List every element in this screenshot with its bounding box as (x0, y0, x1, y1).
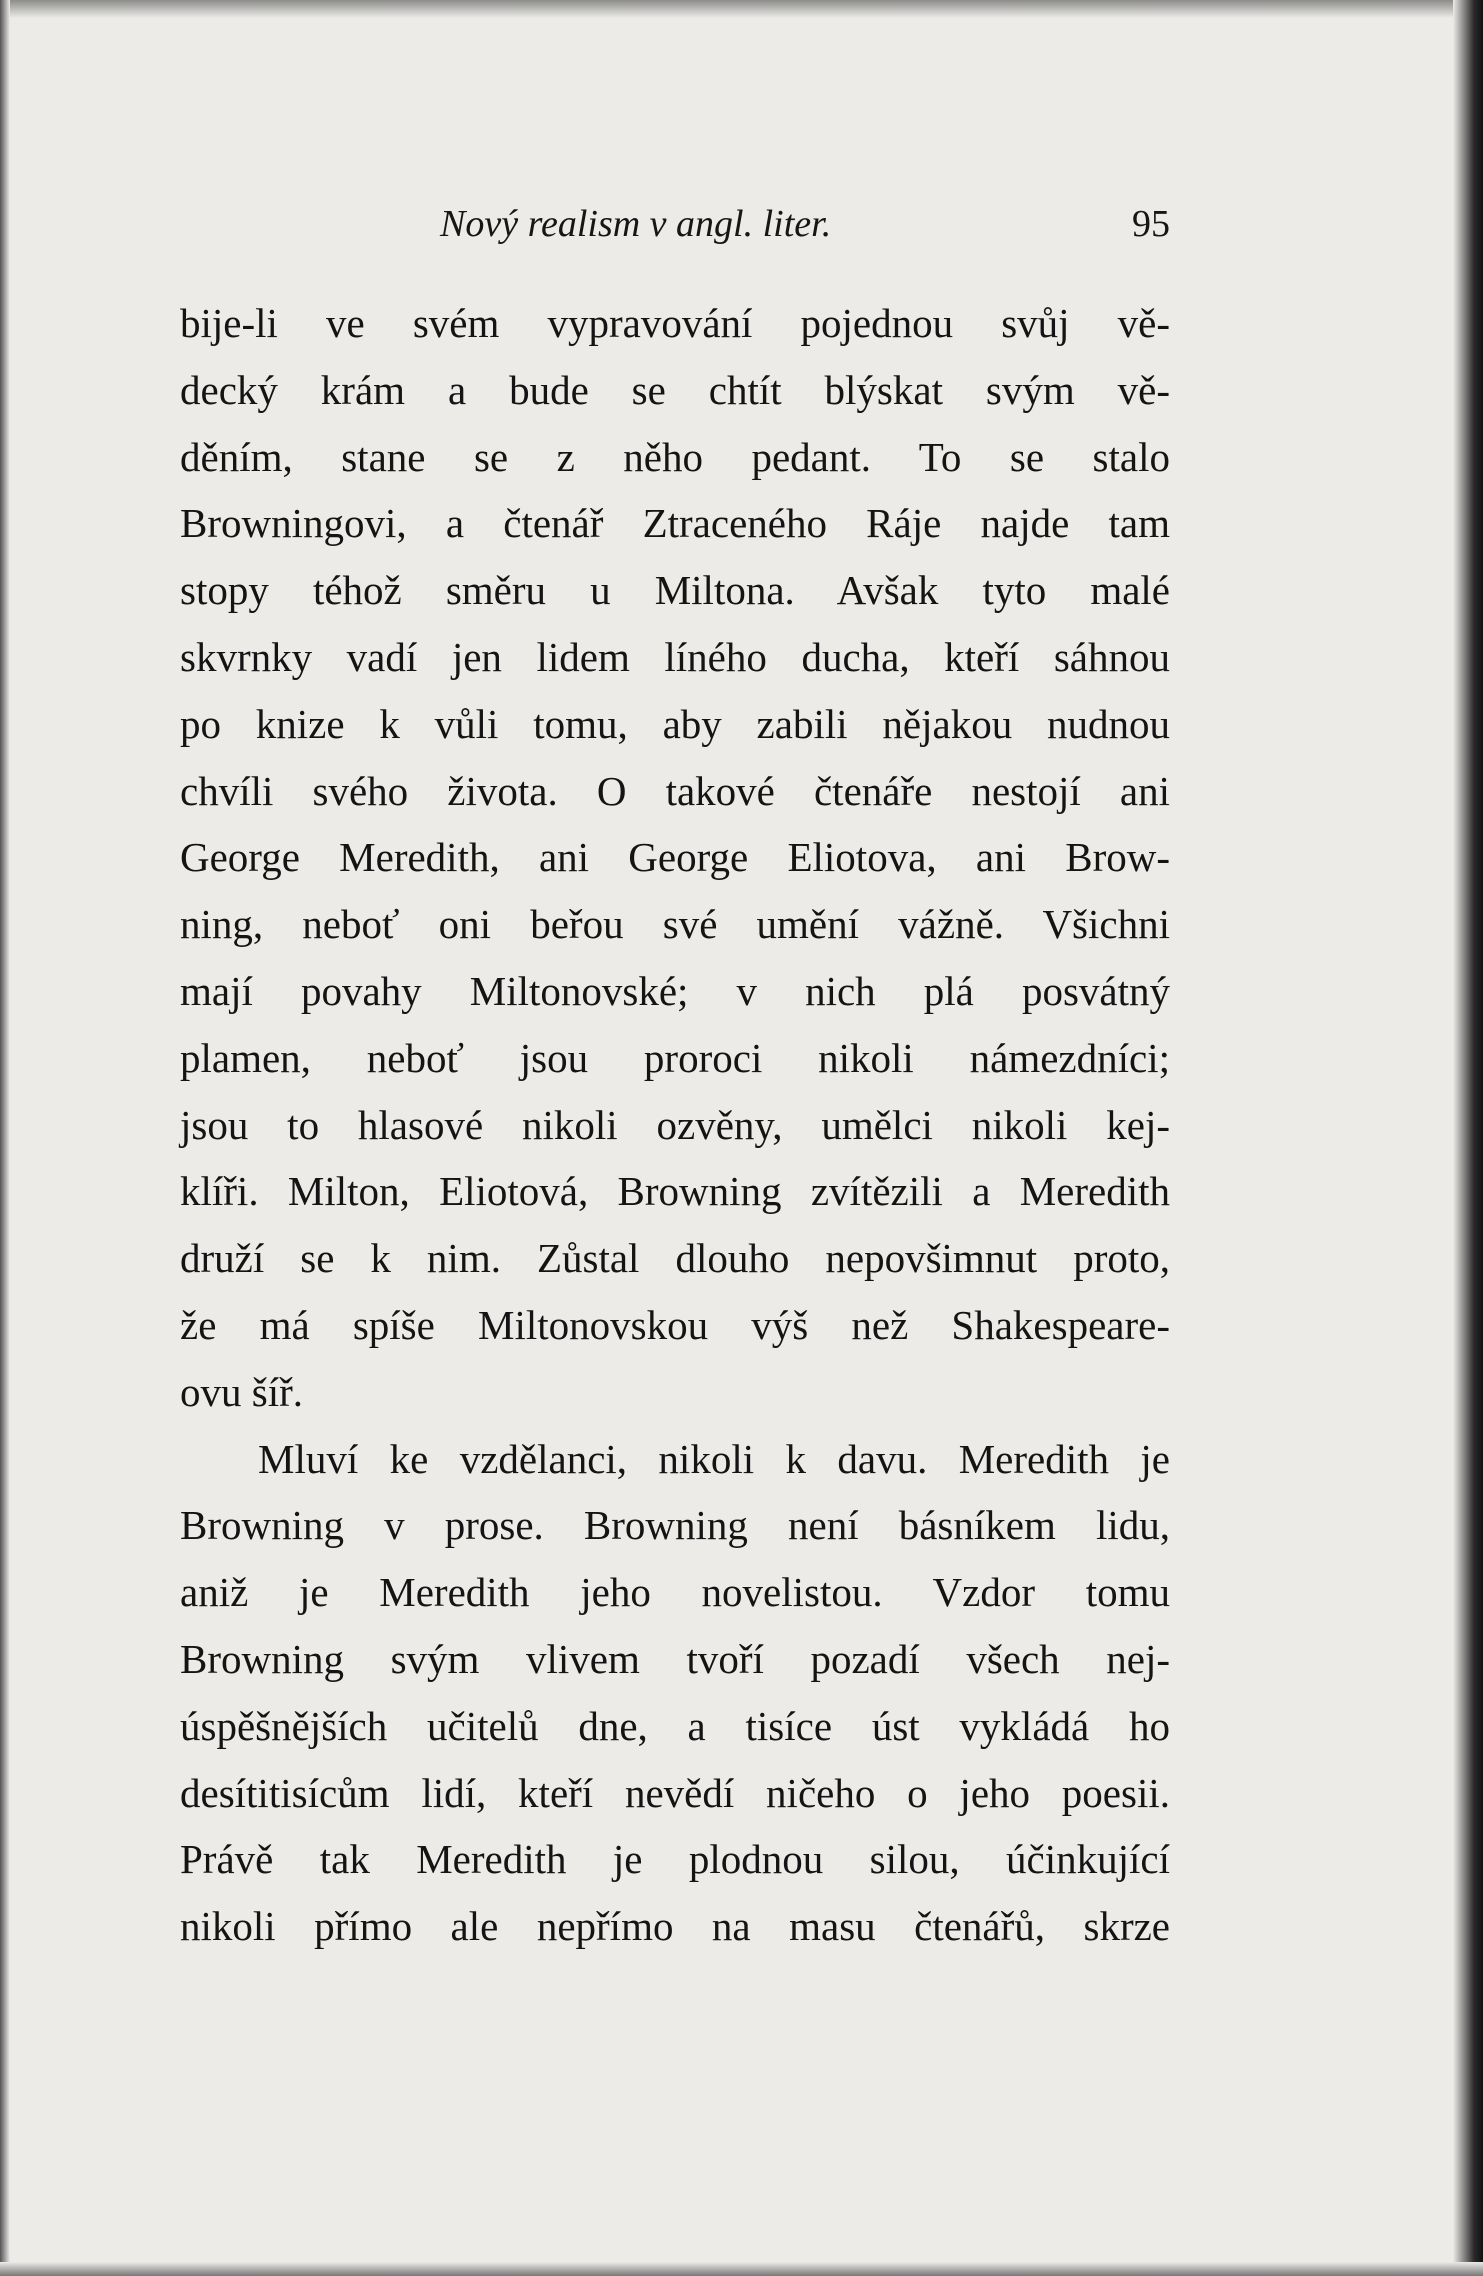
text-line: George Meredith, ani George Eliotova, ani Brow- (180, 834, 1170, 881)
text-line: decký krám a bude se chtít blýskat svým vě- (180, 366, 1170, 413)
text-line: plamen, neboť jsou proroci nikoli námezdníci; (180, 1034, 1170, 1081)
page-number: 95 (1132, 203, 1170, 245)
text-line: úspěšnějších učitelů dne, a tisíce úst vykládá ho (180, 1702, 1170, 1749)
text-line: děním, stane se z něho pedant. To se stalo (180, 433, 1170, 480)
text-line: po knize k vůli tomu, aby zabili nějakou nudnou (180, 700, 1170, 747)
text-line: stopy téhož směru u Miltona. Avšak tyto malé (180, 567, 1170, 614)
text-line: Browning svým vlivem tvoří pozadí všech nej- (180, 1635, 1170, 1682)
text-line: bije-li ve svém vypravování pojednou svůj vě- (180, 300, 1170, 346)
text-line: mají povahy Miltonovské; v nich plá posvátný (180, 967, 1170, 1014)
text-line: Mluví ke vzdělanci, nikoli k davu. Meredith je (258, 1435, 1170, 1482)
text-line: nikoli přímo ale nepřímo na masu čtenářů, skrze (180, 1903, 1170, 1950)
page-header (440, 196, 1170, 252)
body-text (180, 290, 1170, 1960)
scan-edge-top (0, 0, 1483, 18)
text-line: jsou to hlasové nikoli ozvěny, umělci nikoli kej- (180, 1101, 1170, 1148)
text-line: aniž je Meredith jeho novelistou. Vzdor tomu (180, 1569, 1170, 1616)
text-line: Právě tak Meredith je plodnou silou, účinkující (180, 1836, 1170, 1883)
scan-edge-left (0, 0, 10, 2276)
text-line: druží se k nim. Zůstal dlouho nepovšimnut proto, (180, 1235, 1170, 1282)
text-line: ovu šíř. (180, 1368, 303, 1415)
text-line: že má spíše Miltonovskou výš než Shakespeare- (180, 1301, 1170, 1348)
scan-edge-right (1453, 0, 1483, 2276)
text-line: desítitisícům lidí, kteří nevědí ničeho o jeho poesii. (180, 1769, 1170, 1816)
text-line: klíři. Milton, Eliotová, Browning zvítězili a Meredith (180, 1168, 1170, 1215)
scan-edge-bottom (0, 2262, 1483, 2276)
text-line: Browning v prose. Browning není básníkem lidu, (180, 1502, 1170, 1549)
text-line: Browningovi, a čtenář Ztraceného Ráje najde tam (180, 500, 1170, 547)
text-line: chvíli svého života. O takové čtenáře nestojí ani (180, 767, 1170, 814)
text-line: ning, neboť oni beřou své umění vážně. Všichni (180, 901, 1170, 948)
text-line: skvrnky vadí jen lidem líného ducha, kteří sáhnou (180, 633, 1170, 680)
running-title: Nový realism v angl. liter. (440, 203, 832, 245)
